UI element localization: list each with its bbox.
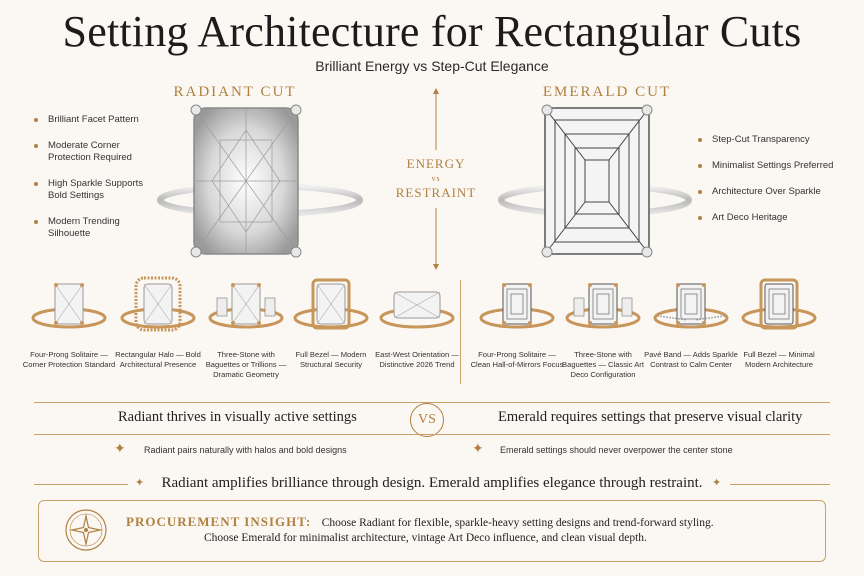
procurement-line-2: Choose Emerald for minimalist architecture, vintage Art Deco influence, and clean visual depth. — [204, 532, 647, 544]
procurement-text-1: Choose Radiant for flexible, sparkle-heavy setting designs and trend-forward styling. — [321, 517, 714, 529]
four-prong-solitaire-emerald-ring-icon — [476, 276, 558, 336]
setting-caption: Rectangular Halo — Bold Architectural Presence — [115, 350, 201, 369]
sparkle-star-icon: ✦ — [135, 477, 145, 489]
emerald-bullet: Step-Cut Transparency — [698, 134, 848, 146]
vs-small-label: vs — [431, 174, 441, 183]
sparkle-star-icon: ✦ — [472, 440, 484, 456]
radiant-bullet-list — [34, 114, 160, 254]
rectangular-halo-ring-icon — [117, 276, 199, 336]
emerald-bullet: Art Deco Heritage — [698, 212, 848, 224]
procurement-insight-box — [38, 500, 826, 562]
page-title: Setting Architecture for Rectangular Cuts — [62, 7, 802, 56]
sparkle-star-icon: ✦ — [712, 477, 722, 489]
setting-caption: Pavé Band — Adds Sparkle Contrast to Calm Center — [644, 350, 738, 369]
pave-band-emerald-ring-icon — [650, 276, 732, 336]
amplify-statement: Radiant amplifies brilliance through design. Emerald amplifies elegance through restraint. — [161, 475, 703, 491]
divider-line — [730, 484, 830, 485]
full-bezel-emerald-ring-icon — [738, 276, 820, 336]
emerald-bullet-list — [698, 134, 848, 238]
setting-caption: East-West Orientation — Distinctive 2026 Trend — [375, 350, 459, 369]
three-stone-radiant-ring-icon — [205, 276, 287, 336]
radiant-cut-label: RADIANT CUT — [173, 84, 297, 100]
full-bezel-radiant-ring-icon — [290, 276, 372, 336]
divider-line — [34, 434, 830, 435]
energy-vs-restraint — [386, 156, 486, 201]
emerald-note: Emerald settings should never overpower the center stone — [500, 445, 733, 455]
setting-caption: Three-Stone with Baguettes — Classic Art Deco Configuration — [562, 350, 644, 379]
emerald-cut-label: EMERALD CUT — [542, 84, 672, 100]
compass-star-icon — [64, 508, 108, 552]
radiant-bullet: High Sparkle Supports Bold Settings — [34, 178, 160, 202]
setting-caption: Full Bezel — Minimal Modern Architecture — [743, 350, 815, 369]
radiant-bullet: Modern Trending Silhouette — [34, 216, 160, 240]
setting-caption: Four-Prong Solitaire — Clean Hall-of-Mirrors Focus — [470, 350, 564, 369]
divider-line — [34, 484, 128, 485]
page-subtitle: Brilliant Energy vs Step-Cut Elegance — [315, 58, 549, 74]
procurement-title: PROCUREMENT INSIGHT: — [126, 514, 312, 529]
vs-badge: VS — [410, 403, 444, 437]
setting-caption: Full Bezel — Modern Structural Security — [295, 350, 367, 369]
energy-label: ENERGY — [406, 156, 466, 171]
radiant-ring-image — [150, 100, 370, 265]
restraint-label: RESTRAINT — [395, 185, 477, 200]
radiant-bullet: Brilliant Facet Pattern — [34, 114, 160, 126]
sparkle-star-icon: ✦ — [114, 440, 126, 456]
setting-caption: Three-Stone with Baguettes or Trillions — Dramatic Geometry — [205, 350, 287, 379]
procurement-line-1 — [126, 513, 826, 531]
radiant-comparison-text: Radiant thrives in visually active settings — [118, 409, 357, 425]
four-prong-solitaire-ring-icon — [28, 276, 110, 336]
radiant-bullet: Moderate Corner Protection Required — [34, 140, 160, 164]
emerald-comparison-text: Emerald requires settings that preserve visual clarity — [498, 409, 803, 425]
setting-caption: Four-Prong Solitaire — Corner Protection Standard — [22, 350, 116, 369]
east-west-orientation-ring-icon — [376, 276, 458, 336]
emerald-bullet: Minimalist Settings Preferred — [698, 160, 848, 172]
emerald-bullet: Architecture Over Sparkle — [698, 186, 848, 198]
radiant-note: Radiant pairs naturally with halos and bold designs — [144, 445, 347, 455]
emerald-ring-image — [495, 100, 695, 265]
three-stone-emerald-ring-icon — [562, 276, 644, 336]
